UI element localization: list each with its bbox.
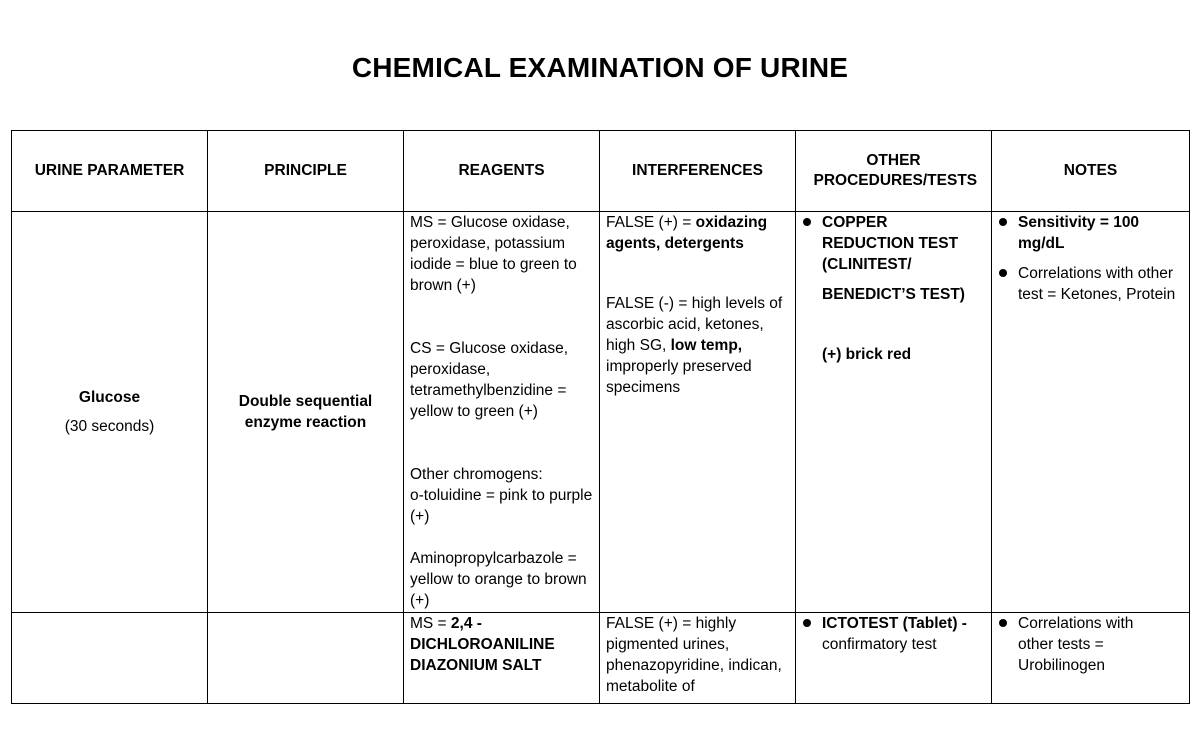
other-procedures-cell <box>796 613 992 704</box>
header-other-procedures: OTHER PROCEDURES/TESTS <box>796 131 992 212</box>
reagent-cs: CS = Glucose oxidase, peroxidase, tetramethylbenzidine = yellow to green (+) <box>410 340 569 420</box>
principle-cell <box>208 613 404 704</box>
table-row <box>12 613 1190 704</box>
list-item: COPPER REDUCTION TEST (CLINITEST/ BENEDICT’S TEST) (+) brick red <box>796 212 991 365</box>
header-interferences: INTERFERENCES <box>600 131 796 212</box>
parameter-time: (30 seconds) <box>64 418 155 435</box>
urine-exam-table <box>11 130 1190 704</box>
header-urine-parameter: URINE PARAMETER <box>12 131 208 212</box>
other-procedures-list <box>796 613 991 655</box>
notes-list <box>992 212 1189 305</box>
bullet-icon <box>803 619 811 627</box>
reagents-cell <box>404 613 600 704</box>
notes-cell <box>992 212 1190 613</box>
reagent-ms: MS = 2,4 - DICHLOROANILINE DIAZONIUM SALT <box>410 615 555 674</box>
reagents-cell <box>404 212 600 613</box>
bullet-icon <box>803 218 811 226</box>
header-notes: NOTES <box>992 131 1190 212</box>
reagent-other-label: Other chromogens: <box>410 466 543 483</box>
header-reagents: REAGENTS <box>404 131 600 212</box>
bullet-icon <box>999 218 1007 226</box>
interferences-cell <box>600 613 796 704</box>
principle-text: Double sequential enzyme reaction <box>238 393 373 431</box>
reagent-other-1: o-toluidine = pink to purple (+) <box>410 487 593 525</box>
table-row <box>12 212 1190 613</box>
other-procedures-list <box>796 212 991 365</box>
bullet-icon <box>999 269 1007 277</box>
interferences-cell <box>600 212 796 613</box>
list-item: Sensitivity = 100 mg/dL <box>992 212 1189 254</box>
reagent-other-2: Aminopropylcarbazole = yellow to orange to brown (+) <box>410 550 587 609</box>
list-item: ICTOTEST (Tablet) - confirmatory test <box>796 613 991 655</box>
list-item: Correlations with other tests = Urobilinogen <box>992 613 1189 676</box>
header-principle: PRINCIPLE <box>208 131 404 212</box>
principle-cell <box>208 212 404 613</box>
false-positive: FALSE (+) = highly pigmented urines, phenazopyridine, indican, metabolite of <box>606 615 782 695</box>
list-item: Correlations with other test = Ketones, Protein <box>992 263 1189 305</box>
parameter-cell <box>12 613 208 704</box>
notes-cell <box>992 613 1190 704</box>
notes-list <box>992 613 1189 676</box>
reagent-ms: MS = Glucose oxidase, peroxidase, potassium iodide = blue to green to brown (+) <box>410 214 577 294</box>
other-procedures-cell <box>796 212 992 613</box>
parameter-cell <box>12 212 208 613</box>
false-positive: FALSE (+) = oxidazing agents, detergents <box>606 214 768 252</box>
parameter-name: Glucose <box>78 389 141 406</box>
header-row <box>12 131 1190 212</box>
false-negative: FALSE (-) = high levels of ascorbic acid, ketones, high SG, low temp, improperly preserved specimens <box>606 295 783 396</box>
copper-reduction-result: (+) brick red <box>822 346 912 363</box>
bullet-icon <box>999 619 1007 627</box>
page-title: CHEMICAL EXAMINATION OF URINE <box>351 52 849 83</box>
